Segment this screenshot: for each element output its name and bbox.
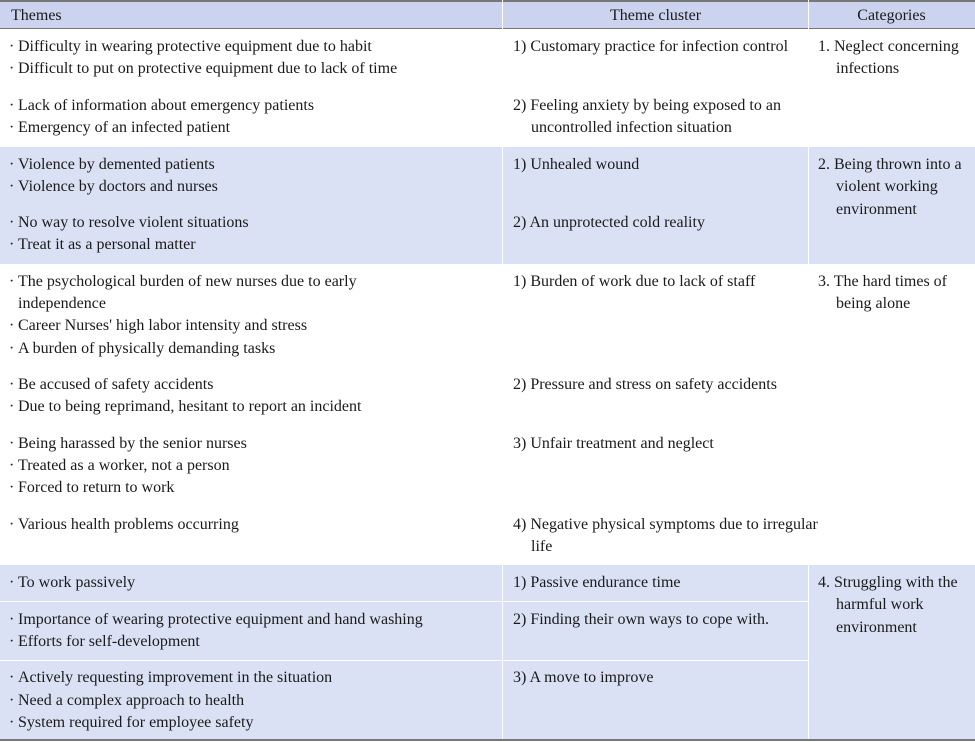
bullet: ·: [9, 178, 15, 195]
theme-item: Lack of information about emergency patients: [18, 97, 315, 114]
bullet: ·: [9, 376, 15, 393]
header-themes: Themes: [11, 7, 62, 24]
bullet: ·: [9, 236, 15, 253]
bullet: ·: [9, 97, 15, 114]
theme-cluster: 2) Feeling anxiety by being exposed to an uncontrolled infection situation: [513, 97, 781, 137]
bullet: ·: [9, 398, 15, 415]
bullet: ·: [9, 60, 15, 77]
theme-cluster: 1) Passive endurance time: [513, 574, 681, 591]
bullet: ·: [9, 692, 15, 709]
theme-item: The psychological burden of new nurses due to early independence: [18, 273, 357, 313]
theme-cluster: 1) Customary practice for infection control: [513, 38, 789, 55]
theme-item: Emergency of an infected patient: [18, 119, 231, 136]
category-label: 4. Struggling with the harmful work environment: [818, 574, 958, 636]
category-label: 3. The hard times of being alone: [818, 273, 948, 313]
theme-item: Violence by demented patients: [18, 156, 215, 173]
theme-item: Various health problems occurring: [18, 516, 239, 533]
theme-item: Importance of wearing protective equipment and hand washing: [18, 611, 423, 628]
theme-item: No way to resolve violent situations: [18, 214, 249, 231]
header-theme-cluster: Theme cluster: [609, 7, 702, 24]
theme-item: Need a complex approach to health: [18, 692, 245, 709]
bullet: ·: [9, 633, 15, 650]
bullet: ·: [9, 317, 15, 334]
theme-item: Career Nurses' high labor intensity and stress: [18, 317, 308, 334]
row-divider: [0, 660, 808, 661]
theme-cluster: 2) Finding their own ways to cope with.: [513, 611, 769, 628]
theme-item: Treat it as a personal matter: [18, 236, 196, 253]
bullet: ·: [9, 273, 15, 290]
theme-item: Treated as a worker, not a person: [18, 457, 230, 474]
theme-cluster: 1) Burden of work due to lack of staff: [513, 273, 756, 290]
bullet: ·: [9, 574, 15, 591]
theme-cluster: 2) Pressure and stress on safety accidents: [513, 376, 777, 393]
bullet: ·: [9, 340, 15, 357]
theme-item: System required for employee safety: [18, 714, 254, 731]
theme-cluster: 4) Negative physical symptoms due to irregular life: [513, 516, 818, 556]
theme-item: Efforts for self-development: [18, 633, 200, 650]
theme-item: To work passively: [18, 574, 136, 591]
theme-item: Forced to return to work: [18, 479, 175, 496]
theme-item: Due to being reprimand, hesitant to report an incident: [18, 398, 362, 415]
theme-item: A burden of physically demanding tasks: [18, 340, 276, 357]
bullet: ·: [9, 119, 15, 136]
bullet: ·: [9, 479, 15, 496]
theme-item: Difficult to put on protective equipment due to lack of time: [18, 60, 398, 77]
theme-item: Be accused of safety accidents: [18, 376, 214, 393]
bullet: ·: [9, 457, 15, 474]
theme-cluster: 2) An unprotected cold reality: [513, 214, 705, 231]
theme-cluster: 3) Unfair treatment and neglect: [513, 435, 714, 452]
bullet: ·: [9, 38, 15, 55]
bullet: ·: [9, 214, 15, 231]
theme-item: Difficulty in wearing protective equipment due to habit: [18, 38, 372, 55]
theme-item: Violence by doctors and nurses: [18, 178, 218, 195]
theme-item: Actively requesting improvement in the situation: [18, 669, 333, 686]
table-header: [0, 0, 975, 29]
theme-cluster: 1) Unhealed wound: [513, 156, 640, 173]
category-label: 2. Being thrown into a violent working environment: [818, 156, 962, 218]
bullet: ·: [9, 714, 15, 731]
table-bottom-rule: [0, 739, 975, 741]
theme-item: Being harassed by the senior nurses: [18, 435, 247, 452]
row-divider: [0, 601, 808, 602]
header-categories: Categories: [857, 7, 926, 24]
theme-cluster: 3) A move to improve: [513, 669, 654, 686]
category-label: 1. Neglect concerning infections: [818, 38, 959, 78]
bullet: ·: [9, 156, 15, 173]
bullet: ·: [9, 669, 15, 686]
bullet: ·: [9, 435, 15, 452]
column-divider: [502, 0, 503, 739]
bullet: ·: [9, 516, 15, 533]
bullet: ·: [9, 611, 15, 628]
